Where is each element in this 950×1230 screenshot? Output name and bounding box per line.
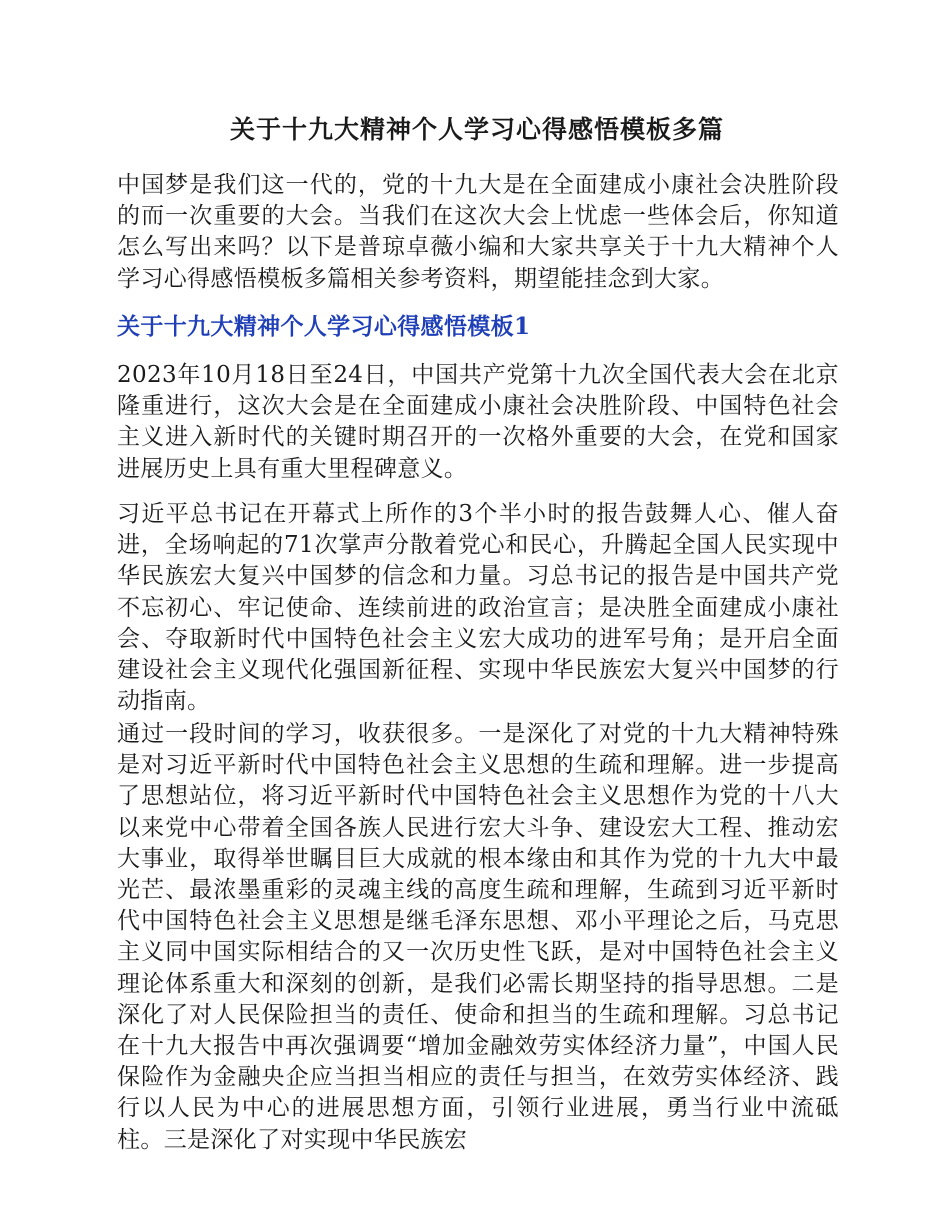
intro-paragraph: 中国梦是我们这一代的，党的十九大是在全面建成小康社会决胜阶段的而一次重要的大会。当我们在这次大会上忧虑一些体会后，你知道怎么写出来吗？以下是普琼卓薇小编和大家共享关于十九大精神个人学习心得感悟模板多篇相关参考资料，期望能挂念到大家。: [117, 172, 839, 292]
section-heading: 关于十九大精神个人学习心得感悟模板1: [117, 313, 531, 340]
document-title: 关于十九大精神个人学习心得感悟模板多篇: [229, 115, 724, 144]
body-paragraph: 通过一段时间的学习，收获很多。一是深化了对党的十九大精神特殊是对习近平新时代中国特色社会主义思想的生疏和理解。进一步提高了思想站位，将习近平新时代中国特色社会主义思想作为党的十八大以来党中心带着全国各族人民进行宏大斗争、建设宏大工程、推动宏大事业，取得举世瞩目巨大成就的根本缘由和其作为党的十九大中最光芒、最浓墨重彩的灵魂主线的高度生疏和理解，生疏到习近平新时代中国特色社会主义思想是继毛泽东思想、邓小平理论之后，马克思主义同中国实际相结合的又一次历史性飞跃，是对中国特色社会主义理论体系重大和深刻的创新，是我们必需长期坚持的指导思想。二是深化了对人民保险担当的责任、使命和担当的生疏和理解。习总书记在十九大报告中再次强调要“增加金融效劳实体经济力量”，中国人民保险作为金融央企应当担当相应的责任与担当，在效劳实体经济、践行以人民为中心的进展思想方面，引领行业进展，勇当行业中流砥柱。三是深化了对实现中华民族宏: [117, 721, 839, 1153]
body-paragraph: 习近平总书记在开幕式上所作的3个半小时的报告鼓舞人心、催人奋进，全场响起的71次掌声分散着党心和民心，升腾起全国人民实现中华民族宏大复兴中国梦的信念和力量。习总书记的报告是中国共产党不忘初心、牢记使命、连续前进的政治宣言；是决胜全面建成小康社会、夺取新时代中国特色社会主义宏大成功的进军号角；是开启全面建设社会主义现代化强国新征程、实现中华民族宏大复兴中国梦的行动指南。: [117, 501, 839, 715]
body-paragraph: 2023年10月18日至24日，中国共产党第十九次全国代表大会在北京隆重进行，这次大会是在全面建成小康社会决胜阶段、中国特色社会主义进入新时代的关键时期召开的一次格外重要的大会，在党和国家进展历史上具有重大里程碑意义。: [117, 362, 839, 482]
